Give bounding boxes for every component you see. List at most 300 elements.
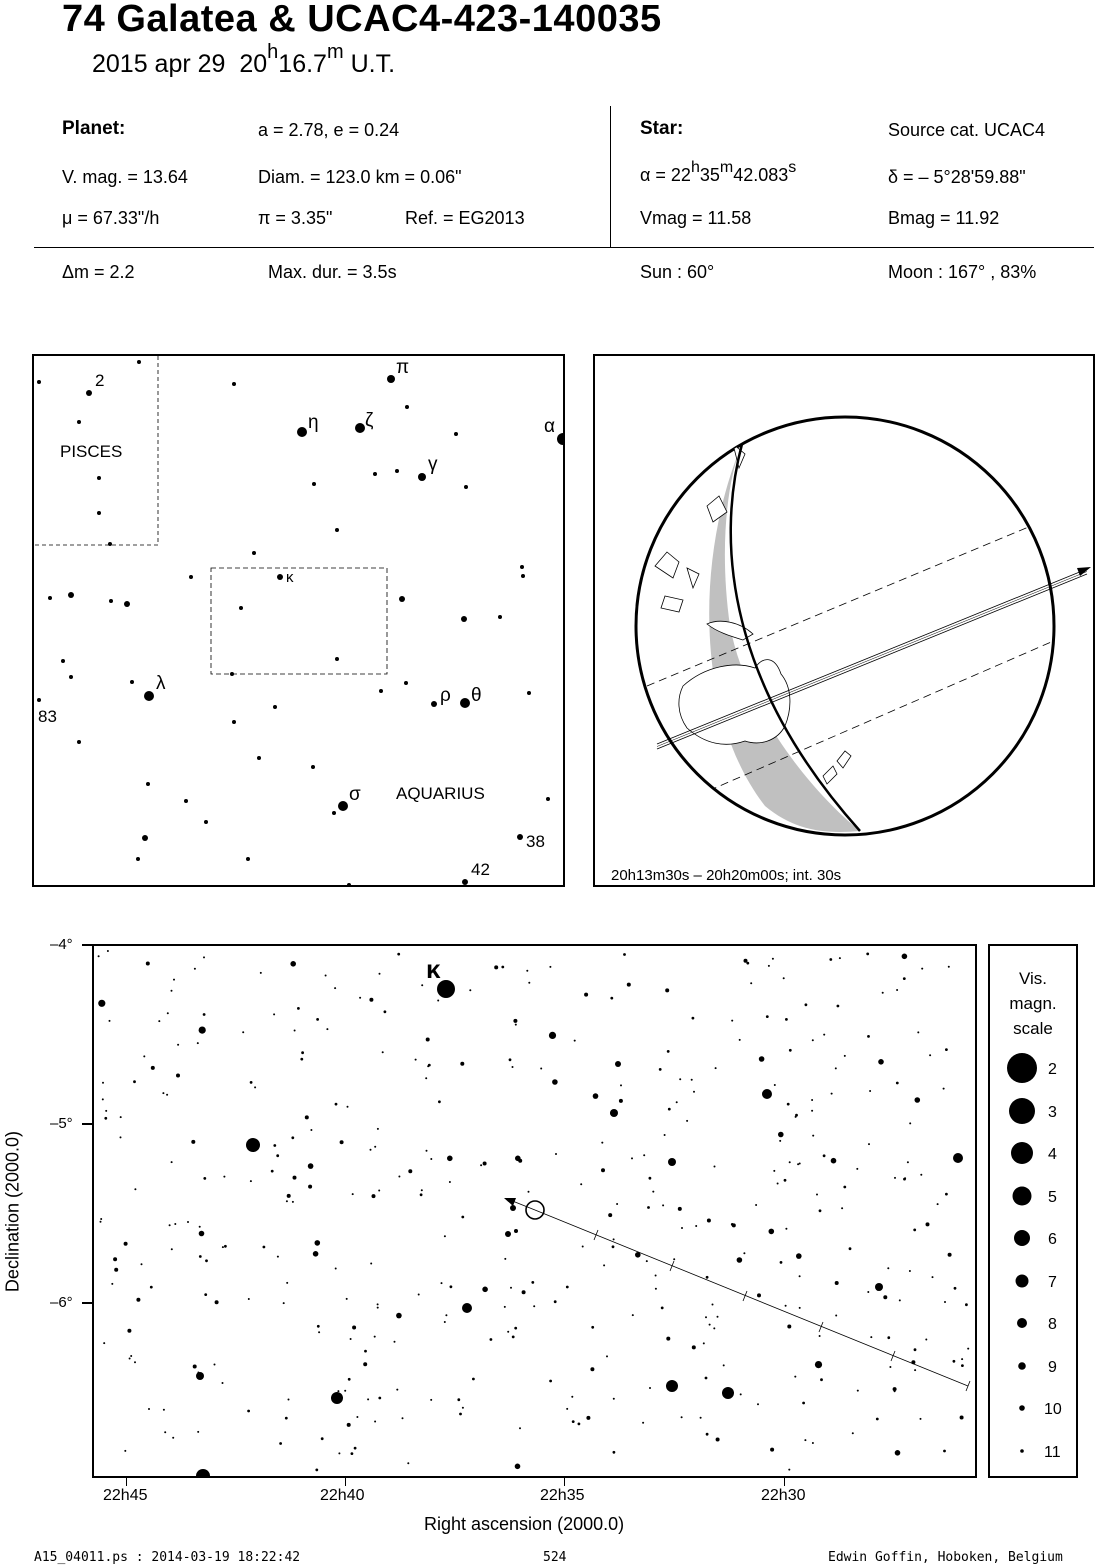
x-tick-label-2230: 22h30 [761,1487,806,1504]
ra-m-unit: m [719,159,734,176]
scale-dot-8 [1017,1318,1027,1328]
field-star [960,1416,964,1420]
field-star [224,1245,227,1248]
scale-label-3: 3 [1048,1104,1057,1121]
x-tick-2235 [564,1478,565,1486]
field-star [590,1367,594,1371]
field-star [549,966,551,968]
field-star [480,1164,482,1166]
field-star [649,1387,651,1389]
field-star [953,1360,956,1363]
field-star [279,1442,282,1445]
field-star [308,1163,314,1169]
field-star [787,1325,791,1329]
label-alpha: α [544,416,555,437]
finder-stars [37,360,563,885]
field-star [797,1163,799,1165]
field-star [709,1324,711,1326]
bright-star [462,1303,472,1313]
finder-star [520,565,524,569]
field-star [737,1257,743,1263]
field-star [794,1376,796,1378]
field-star [778,1132,784,1138]
field-star [127,1329,131,1333]
field-star [843,1186,846,1189]
finder-star [311,765,315,769]
finder-star [204,820,208,824]
finder-star [136,857,140,861]
field-star [965,1303,968,1306]
field-star [903,977,906,980]
field-star [887,1267,889,1269]
field-star [300,1058,303,1061]
field-star [369,998,373,1002]
field-star [397,953,400,956]
field-star [608,1213,612,1217]
field-star [666,1337,670,1341]
field-star [779,1140,781,1142]
finder-star [418,473,426,481]
field-star [681,1227,683,1229]
field-star [171,1161,173,1163]
field-star [402,1417,404,1419]
field-star [883,1295,887,1299]
field-star [812,1039,814,1041]
field-star [384,1010,387,1013]
field-star [351,1452,354,1455]
field-star [286,1200,288,1202]
field-star [305,1115,309,1119]
field-star [515,1024,517,1026]
finder-star [137,360,141,364]
label-2: 2 [95,371,105,390]
field-star [857,1390,859,1392]
event-hour: 20 [239,50,268,78]
finder-star [108,542,112,546]
field-star [717,1316,719,1318]
scale-title-line-2: magn. [1009,994,1057,1013]
field-star [378,1190,380,1192]
field-star [555,1153,557,1155]
finder-star [387,375,395,383]
field-star [171,990,173,992]
field-star [819,1335,821,1337]
finder-star [86,390,92,396]
field-star [308,1185,312,1189]
finder-star [395,469,399,473]
field-star [285,1417,288,1420]
field-star [173,979,175,981]
field-star [519,1427,521,1429]
finder-star [431,701,437,707]
field-star [784,1179,787,1182]
field-star [293,1176,297,1180]
field-star [193,1365,197,1369]
field-star [291,1136,294,1139]
finder-star [404,681,408,685]
field-star [619,1099,623,1103]
field-star [937,1203,939,1205]
finder-chart-svg [34,356,563,885]
field-star [921,968,923,970]
finder-star [273,705,277,709]
field-star [632,1314,634,1316]
planet-motion: μ = 67.33"/h [62,208,160,228]
field-star [785,1305,787,1307]
planet-orbit: a = 2.78, e = 0.24 [258,120,400,140]
field-star [98,1000,105,1007]
field-star [795,1114,798,1117]
finder-star [332,811,336,815]
field-star [379,973,381,975]
field-star [415,1059,417,1061]
field-star [354,1447,357,1450]
finder-star [232,720,236,724]
field-star [129,1358,131,1360]
field-star [346,1298,348,1300]
field-star [199,1027,206,1034]
scale-label-9: 9 [1048,1359,1057,1376]
field-star [768,965,770,967]
magnitude-scale-svg [990,946,1076,1476]
field-star [513,1019,517,1023]
field-star [802,1402,805,1405]
field-star [273,1013,275,1015]
field-star [124,1242,128,1246]
bright-star [668,1158,676,1166]
finder-star [312,482,316,486]
y-tick-4 [82,944,92,946]
field-star [347,1106,349,1108]
field-star [852,1432,854,1434]
field-star [889,1366,891,1368]
field-star [811,1110,813,1112]
field-star [528,1191,530,1193]
field-star [100,1221,102,1223]
label-sigma: σ [349,784,361,805]
globe-caption: 20h13m30s – 20h20m00s; int. 30s [611,867,842,884]
field-star [133,1080,136,1083]
field-star [337,1390,339,1392]
field-star [593,1093,599,1099]
field-star [831,1093,833,1095]
path-tick [966,1381,970,1391]
field-star [896,1082,899,1085]
label-eta: η [308,412,319,433]
minute-unit: m [326,41,344,63]
field-star [706,1433,709,1436]
field-star [250,1180,252,1182]
x-axis-title: Right ascension (2000.0) [424,1514,625,1534]
field-star [113,1257,117,1261]
field-star [148,1408,150,1410]
field-star [347,1423,351,1427]
field-star [421,1189,423,1191]
scale-dot-3 [1009,1098,1035,1124]
field-star [263,1246,266,1249]
field-star [334,987,336,989]
field-star [943,1088,945,1090]
y-tick-label-5: –5° [50,1115,73,1132]
field-star [191,1140,195,1144]
field-star [945,1193,948,1196]
field-star [378,1397,381,1400]
field-star [655,1275,657,1277]
field-star [103,1342,105,1344]
field-star [528,982,530,984]
field-star [287,1194,291,1198]
field-star [199,1255,202,1258]
field-star [326,1028,328,1030]
field-star [418,1294,420,1296]
detail-field-rectangle [211,568,387,674]
field-star [338,1452,340,1454]
finder-star [189,575,193,579]
field-star [759,1056,765,1062]
finder-star [68,592,74,598]
field-star [426,1038,430,1042]
bright-star [722,1387,734,1399]
field-star [102,1082,104,1084]
field-star [444,1235,446,1237]
field-star [713,1327,715,1329]
finder-star [77,420,81,424]
field-star [441,1282,443,1284]
field-star [849,1247,852,1250]
field-star [943,1450,946,1453]
ra-h-unit: h [690,159,700,176]
field-star [841,1207,843,1209]
field-star [948,966,950,968]
finder-star [546,797,550,801]
finder-star [239,606,243,610]
finder-star [338,801,348,811]
planet-vmag: V. mag. = 13.64 [62,167,188,187]
field-star [703,1342,705,1344]
field-star [757,1293,761,1297]
field-star [292,1201,294,1203]
field-star [740,1393,742,1395]
field-star [755,1204,757,1206]
field-star [102,1098,104,1100]
info-divider-top [34,247,1094,248]
finder-star [48,596,52,600]
x-tick-2245 [126,1478,127,1486]
field-star [297,1007,300,1010]
field-star [203,1177,206,1180]
y-tick-label-6: –6° [50,1294,73,1311]
field-star [909,1270,911,1272]
finder-star [232,382,236,386]
field-star [459,1413,462,1416]
field-star [370,1149,372,1151]
field-star [203,956,205,958]
field-star [705,1377,708,1380]
scale-label-2: 2 [1048,1061,1057,1078]
label-38: 38 [526,832,545,851]
finder-star [257,756,261,760]
field-star [796,1253,802,1259]
event-datetime [92,41,396,79]
field-star [899,1299,901,1301]
field-star [420,1193,423,1196]
field-star [642,1422,644,1424]
field-star [294,1030,296,1032]
field-star [780,1261,783,1264]
x-tick-2240 [345,1478,346,1486]
field-star [450,1285,453,1288]
field-star [514,1229,518,1233]
field-star [894,1390,896,1392]
field-star [344,1390,346,1392]
field-star [187,1221,189,1223]
field-star [831,1158,837,1164]
field-star [706,1276,709,1279]
asteroid-path [535,1210,968,1386]
field-star [204,1293,207,1296]
star-dec: δ = – 5°28'59.88" [888,167,1026,187]
field-star [167,1012,169,1014]
star-vmag: Vmag = 11.58 [640,208,752,228]
field-star [363,1362,367,1366]
field-star [310,1129,312,1131]
field-star [449,1181,451,1183]
field-star [114,1268,118,1272]
field-star [819,1209,822,1212]
field-star [98,955,100,957]
field-star [907,1161,909,1163]
field-star [967,1348,969,1350]
field-star [512,1066,514,1068]
field-star [894,1177,896,1179]
bright-star [666,1380,678,1392]
field-star [105,1110,107,1112]
field-star [374,1421,376,1423]
field-star [856,1168,858,1170]
field-star [961,1364,964,1367]
field-star [812,1442,814,1444]
field-star [194,968,196,970]
field-star [169,1224,171,1226]
field-star [914,1348,917,1351]
field-star [540,1068,542,1070]
field-star [665,988,669,992]
field-star [438,1100,441,1103]
field-star [313,1251,319,1257]
field-star [869,1090,871,1092]
scale-dots [1007,1053,1037,1453]
scale-dot-2 [1007,1053,1037,1083]
field-star [887,1336,890,1339]
detail-chart-svg [94,946,975,1476]
field-star [111,1283,113,1285]
field-star [356,1416,358,1418]
finder-star [527,691,531,695]
field-star [214,1364,216,1366]
field-star [104,1117,107,1120]
field-star [882,992,884,994]
finder-star [246,857,250,861]
field-star [247,1410,250,1413]
field-star [932,1276,934,1278]
finder-star [355,423,365,433]
finder-star [373,472,377,476]
field-star [572,1420,575,1423]
field-star [652,1191,654,1193]
field-star [613,1398,615,1400]
field-star [552,1079,558,1085]
finder-star [230,672,234,676]
field-star [490,1338,493,1341]
ra-minutes: 35 [699,165,720,185]
label-lambda: λ [156,673,166,694]
field-star [693,1091,695,1093]
event-date: 2015 apr 29 [92,50,226,78]
field-star [134,1188,136,1190]
field-star [372,1194,376,1198]
ra-seconds: 42.083 [733,165,789,185]
field-star [512,1336,515,1339]
field-star [661,1307,664,1310]
field-star [731,1020,733,1022]
field-star [100,1218,102,1220]
field-star [692,1017,695,1020]
page-title: 74 Galatea & UCAC4-423-140035 [62,0,662,40]
field-star [396,1313,402,1319]
field-star [820,1378,823,1381]
x-tick-label-2240: 22h40 [320,1487,365,1504]
field-star [613,1451,616,1454]
field-star [789,1161,791,1163]
field-star [944,1301,946,1303]
field-star [398,1176,400,1178]
planet-diameter: Diam. = 123.0 km = 0.06" [258,167,462,187]
field-star [290,961,296,967]
field-star [515,1464,521,1470]
field-star [787,1103,790,1106]
finder-star [252,551,256,555]
field-star [837,1005,840,1008]
label-pi: π [396,357,410,378]
scale-label-10: 10 [1044,1401,1062,1418]
field-star [823,1154,826,1157]
field-star [407,1462,409,1464]
bright-star [331,1392,343,1404]
field-star [757,1403,759,1405]
finder-star [335,528,339,532]
field-star [714,1166,716,1168]
field-star [655,1288,657,1290]
finder-star [146,782,150,786]
field-star [522,1290,526,1294]
field-star [321,1437,324,1440]
field-star [896,989,898,991]
field-star [143,1055,145,1057]
field-star [364,1350,367,1353]
field-star [659,1068,662,1071]
field-star [610,997,613,1000]
field-star [571,1396,573,1398]
label-theta: θ [471,685,482,706]
field-star [469,989,471,991]
ra-s-unit: s [788,159,797,176]
field-star [377,1128,379,1130]
field-star [151,1066,155,1070]
field-star [646,1260,648,1262]
field-star [271,1170,274,1173]
finder-star [557,433,563,445]
field-star [260,972,262,974]
